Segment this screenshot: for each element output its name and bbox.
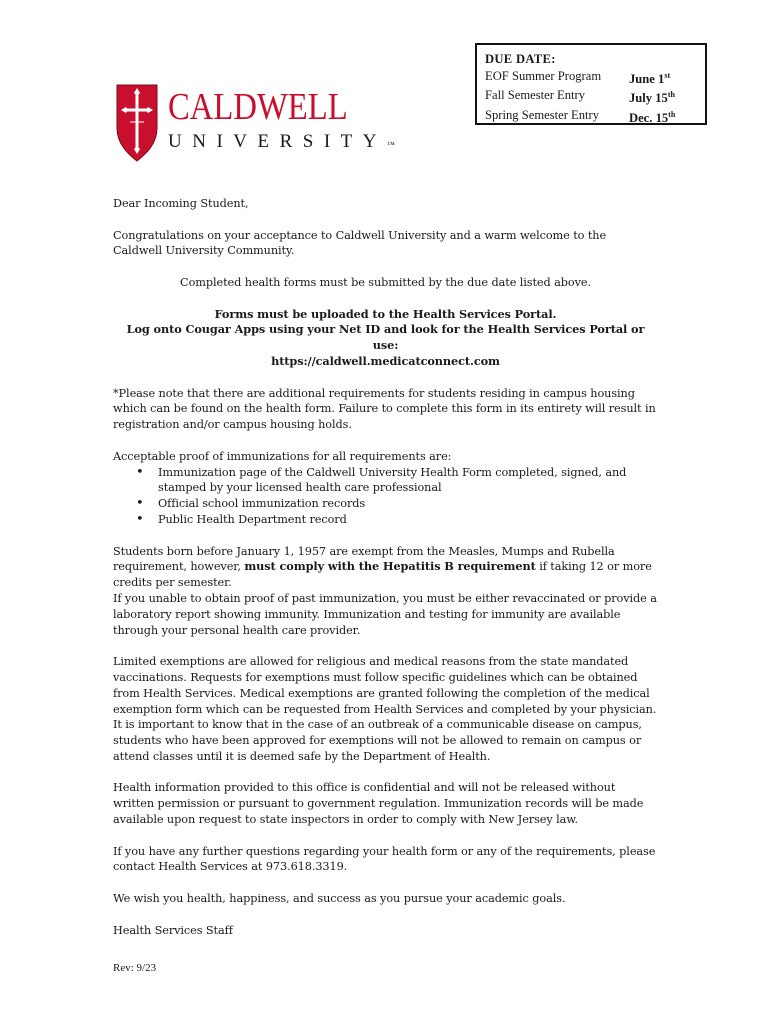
due-date-title: DUE DATE: [485,52,556,66]
exemptions-paragraph: Limited exemptions are allowed for religious and medical reasons from the state mandated vaccinations. Requests for exemptions must follow specific guidelines which can be obtained from Health Services. Medical exemptions are granted following the completion of the medical exemption form which can be requested from Health Services and completed by your physician. It is important to know that in the case of an outbreak of a communicable disease on campus, students who have been approved for exemptions will not be allowed to remain on campus or attend classes until it is deemed safe by the Department of Health. [113,655,657,763]
questions-paragraph: If you have any further questions regarding your health form or any of the requirements, please contact Health Services at 973.618.3319. [113,844,656,874]
submit-note: Completed health forms must be submitted by the due date listed above. [180,275,591,289]
logo-wordmark-university: UNIVERSITY™ [168,131,395,152]
letter-body [113,196,658,938]
congrats-paragraph: Congratulations on your acceptance to Caldwell University and a warm welcome to the Caldwell University Community. [113,228,607,258]
housing-note: *Please note that there are additional requirements for students residing in campus housing which can be found on the health form. Failure to complete this form in its entirety will result in registration and/or campus housing holds. [113,386,656,432]
salutation: Dear Incoming Student, [113,197,249,210]
revaccinate-paragraph: If you unable to obtain proof of past immunization, you must be either revaccinated or provide a laboratory report showing immunity. Immunization and testing for immunity are available through your personal health care provider. [113,591,657,637]
due-row-date: Dec. 15th [629,109,676,126]
proof-list [113,465,658,528]
caldwell-logo [116,84,395,164]
due-row-label: Spring Semester Entry [485,107,600,122]
due-row-label: Fall Semester Entry [485,88,586,103]
list-item: • Public Health Department record [158,512,658,528]
due-row-date: June 1st [629,70,671,86]
due-row-date: July 15th [629,90,675,106]
signature: Health Services Staff [113,923,233,937]
due-row-fall [485,87,697,107]
due-row-spring [485,107,697,127]
logo-wordmark-caldwell: CALDWELL [168,86,348,128]
exempt-paragraph: Students born before January 1, 1957 are exempt from the Measles, Mumps and Rubella requirement, however, must comply with the Hepatitis B requirement if taking 12 or more credits per semester. [113,544,652,590]
portal-line-2: Log onto Cougar Apps using your Net ID and look for the Health Services Portal or use: [126,322,645,353]
due-date-box [475,43,707,125]
shield-cross-icon [116,84,158,162]
list-item: • Immunization page of the Caldwell University Health Form completed, signed, and stamped by your licensed health care professional [158,465,658,497]
portal-url-link[interactable]: https://caldwell.medicatconnect.com [271,353,500,368]
wishes-paragraph: We wish you health, happiness, and success as you pursue your academic goals. [113,892,566,906]
due-row-label: EOF Summer Program [485,68,602,83]
due-row-eof [485,68,697,88]
list-item: • Official school immunization records [158,496,658,512]
revision-label: Rev: 9/23 [113,962,157,974]
confidential-paragraph: Health information provided to this office is confidential and will not be released without written permission or pursuant to government regulation. Immunization records will be made available upon request to state inspectors in order to comply with New Jersey law. [113,781,644,827]
portal-line-1: Forms must be uploaded to the Health Services Portal. [214,306,557,321]
proof-intro: Acceptable proof of immunizations for all requirements are: [113,449,452,463]
hepatitis-requirement: must comply with the Hepatitis B requirement [244,559,536,574]
